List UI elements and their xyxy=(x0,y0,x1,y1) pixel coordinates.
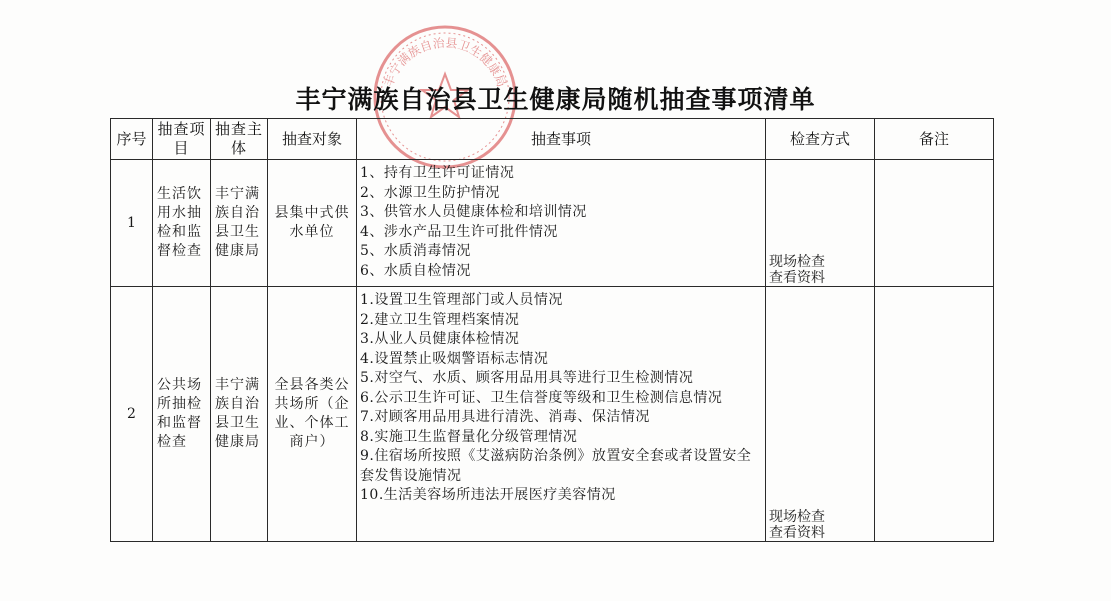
page-title: 丰宁满族自治县卫生健康局随机抽查事项清单 xyxy=(295,85,816,114)
matter-line: 1.设置卫生管理部门或人员情况 xyxy=(360,292,563,308)
row-remark xyxy=(875,287,994,542)
row-target: 县集中式供水单位 xyxy=(268,160,357,287)
row-matters xyxy=(357,287,766,542)
method-line: 查看资料 xyxy=(769,270,825,286)
matter-line: 5、水质消毒情况 xyxy=(360,243,471,259)
matter-line: 3、供管水人员健康体检和培训情况 xyxy=(360,204,587,220)
matter-line: 2、水源卫生防护情况 xyxy=(360,184,500,201)
header-seq: 序号 xyxy=(111,119,153,160)
table-row xyxy=(111,160,994,287)
matter-line: 8.实施卫生监督量化分级管理情况 xyxy=(360,428,578,445)
matter-line: 6、水质自检情况 xyxy=(360,262,471,279)
matter-line: 7.对顾客用品用具进行清洗、消毒、保洁情况 xyxy=(360,409,650,425)
row-seq: 2 xyxy=(111,287,153,542)
method-line: 现场检查 xyxy=(769,254,825,270)
matter-line: 10.生活美容场所违法开展医疗美容情况 xyxy=(360,487,616,503)
row-matters xyxy=(357,160,766,287)
matter-line: 1、持有卫生许可证情况 xyxy=(360,165,515,181)
row-seq: 1 xyxy=(111,160,153,287)
matter-line: 2.建立卫生管理档案情况 xyxy=(360,311,520,328)
header-target: 抽查对象 xyxy=(268,119,357,160)
table-row xyxy=(111,287,994,542)
header-subject: 抽查主体 xyxy=(211,119,268,160)
matter-line: 5.对空气、水质、顾客用品用具等进行卫生检测情况 xyxy=(360,370,694,386)
row-method xyxy=(766,287,875,542)
matter-line: 4.设置禁止吸烟警语标志情况 xyxy=(360,350,549,367)
header-item: 抽查项目 xyxy=(153,119,211,160)
row-remark xyxy=(875,160,994,287)
matter-line: 4、涉水产品卫生许可批件情况 xyxy=(360,223,558,240)
table-header-row xyxy=(111,119,994,160)
row-item: 公共场所抽检和监督检查 xyxy=(153,287,211,542)
header-method: 检查方式 xyxy=(766,119,875,160)
row-subject: 丰宁满族自治县卫生健康局 xyxy=(211,287,268,542)
matter-line: 9.住宿场所按照《艾滋病防治条例》放置安全套或者设置安全套发售设施情况 xyxy=(360,448,752,484)
inspection-matters-table xyxy=(110,118,994,542)
row-method xyxy=(766,160,875,287)
header-matters: 抽查事项 xyxy=(357,119,766,160)
matter-line: 6.公示卫生许可证、卫生信誉度等级和卫生检测信息情况 xyxy=(360,389,723,406)
header-remark: 备注 xyxy=(875,119,994,160)
method-line: 现场检查 xyxy=(769,509,825,525)
row-item: 生活饮用水抽检和监督检查 xyxy=(153,160,211,287)
method-line: 查看资料 xyxy=(769,525,825,541)
row-target: 全县各类公共场所（企业、个体工商户） xyxy=(268,287,357,542)
seal-text: 丰宁满族自治县卫生健康局 xyxy=(381,35,509,89)
matter-line: 3.从业人员健康体检情况 xyxy=(360,331,520,347)
row-subject: 丰宁满族自治县卫生健康局 xyxy=(211,160,268,287)
